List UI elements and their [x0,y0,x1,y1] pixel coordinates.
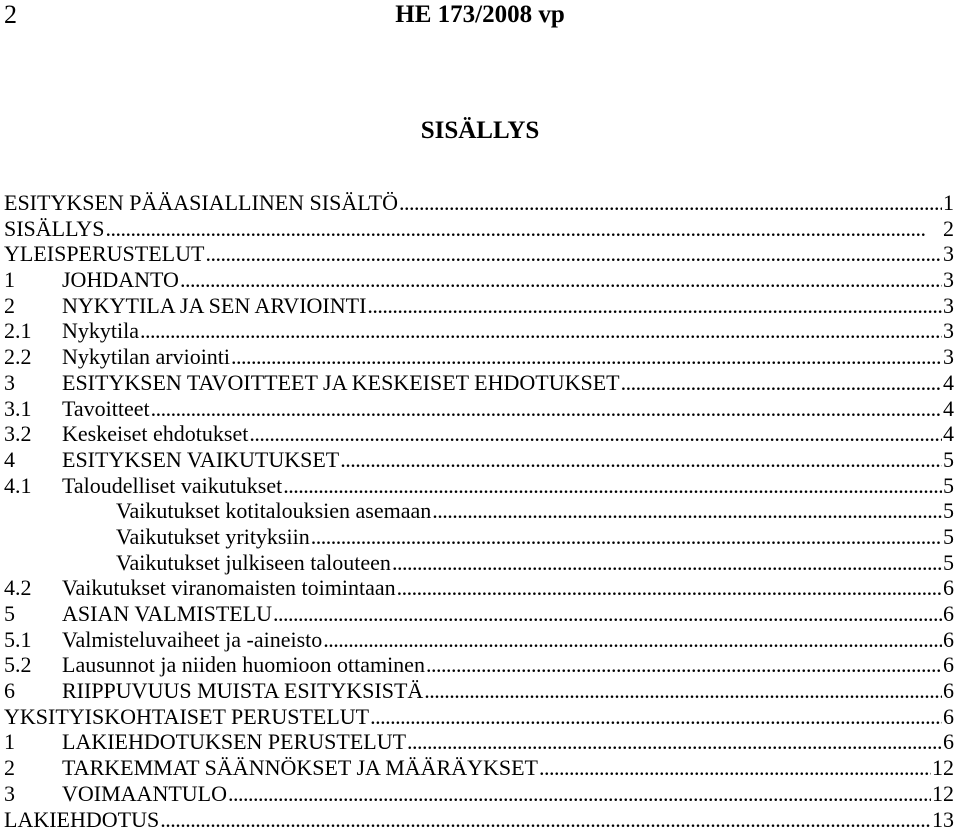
toc-dot-leader [397,575,942,601]
toc-entry-page: 6 [943,652,954,678]
toc-dot-leader [426,652,942,678]
toc-dot-leader [367,293,942,319]
toc-entry-number: 3.1 [4,395,32,421]
toc-entry-page: 12 [932,755,954,781]
toc-entry-number: 4.2 [4,575,32,601]
toc-entry-title: Valmisteluvaiheet ja -aineisto [62,626,323,652]
toc-entry-page: 1 [943,190,954,215]
toc-entry-number: 2 [4,292,15,318]
toc-dot-leader [311,524,942,550]
toc-entry-title: SISÄLLYS [4,215,105,241]
toc-dot-leader [424,678,942,704]
toc-dot-leader [399,190,942,216]
toc-entry-number: 4.1 [4,472,32,498]
toc-entry[interactable] [4,267,954,293]
toc-dot-leader [283,473,942,499]
toc-entry-title: ESITYKSEN TAVOITTEET JA KESKEISET EHDOTUKSET [62,369,620,395]
toc-entry[interactable] [4,473,954,499]
toc-entry-title: LAKIEHDOTUKSEN PERUSTELUT [62,729,407,755]
toc-entry[interactable] [4,704,954,730]
toc-entry-page: 3 [943,344,954,370]
page-number: 2 [4,0,17,29]
toc-dot-leader [228,781,931,807]
toc-entry-title: Vaikutukset kotitalouksien asemaan [116,498,432,524]
toc-entry-page: 5 [943,549,954,575]
toc-dot-leader [392,550,942,576]
toc-entry-title: Nykytilan arviointi [62,344,231,370]
toc-entry[interactable] [4,190,954,216]
toc-entry[interactable] [4,627,954,653]
toc-entry-page: 6 [943,729,954,755]
toc-entry-number: 2.2 [4,344,32,370]
toc-entry-title: ESITYKSEN VAIKUTUKSET [62,446,340,472]
toc-dot-leader [340,447,942,473]
toc-entry-title: Vaikutukset julkiseen talouteen [116,549,391,575]
toc-dot-leader [407,729,942,755]
toc-entry[interactable] [4,601,954,627]
toc-entry[interactable] [4,318,954,344]
toc-entry[interactable] [4,421,954,447]
toc-entry-number: 3 [4,780,15,806]
toc-entry-title: LAKIEHDOTUS [4,806,160,832]
toc-entry[interactable] [4,498,954,524]
toc-entry[interactable] [4,652,954,678]
toc-dot-leader [273,601,942,627]
toc-dot-leader [432,498,942,524]
toc-entry-title: ASIAN VALMISTELU [62,601,273,626]
toc-dot-leader [539,755,931,781]
toc-entry-page: 6 [943,575,954,601]
toc-entry-number: 3.2 [4,421,32,447]
toc-entry-title: TARKEMMAT SÄÄNNÖKSET JA MÄÄRÄYKSET [62,755,538,781]
toc-dot-leader [249,421,942,447]
toc-entry-title: YKSITYISKOHTAISET PERUSTELUT [4,703,370,729]
toc-entry-page: 4 [943,421,954,447]
toc-entry-page: 12 [932,780,954,806]
toc-entry-number: 1 [4,267,15,293]
toc-entry[interactable] [4,729,954,755]
toc-entry-number: 1 [4,729,15,755]
toc-entry[interactable] [4,678,954,704]
toc-entry-page: 6 [943,601,954,626]
toc-entry-title: Tavoitteet [62,395,150,421]
toc-entry-page: 4 [943,369,954,395]
toc-entry-title: Keskeiset ehdotukset [62,421,249,447]
toc-entry-page: 3 [943,318,954,344]
toc-entry[interactable] [4,781,954,807]
toc-entry[interactable] [4,396,954,422]
toc-entry-number: 2.1 [4,318,32,344]
toc-entry-page: 4 [943,395,954,421]
toc-entry-number: 2 [4,755,15,781]
toc-entry-page: 13 [932,806,954,832]
toc-entry-title: NYKYTILA JA SEN ARVIOINTI [62,292,367,318]
toc-entry[interactable] [4,370,954,396]
toc-entry-page: 5 [943,446,954,472]
toc-entry[interactable] [4,216,954,242]
toc-entry[interactable] [4,293,954,319]
toc-entry-number: 5.2 [4,652,32,678]
document-id: HE 173/2008 vp [395,1,565,28]
toc-entry-page: 3 [943,267,954,293]
toc-entry-number: 3 [4,369,15,395]
table-of-contents [4,190,954,832]
toc-dot-leader [105,216,942,242]
toc-dot-leader [370,704,942,730]
toc-entry[interactable] [4,524,954,550]
toc-dot-leader [205,241,942,267]
toc-dot-leader [180,267,942,293]
toc-entry[interactable] [4,575,954,601]
toc-entry-number: 6 [4,678,15,704]
toc-entry-number: 5 [4,601,15,626]
toc-entry[interactable] [4,447,954,473]
toc-entry-page: 5 [943,523,954,549]
toc-dot-leader [621,370,942,396]
toc-entry-page: 5 [943,472,954,498]
toc-entry-title: YLEISPERUSTELUT [4,241,205,267]
toc-entry-page: 6 [943,626,954,652]
toc-entry-title: RIIPPUVUUS MUISTA ESITYKSISTÄ [62,678,424,704]
toc-entry-page: 6 [943,678,954,704]
toc-entry-title: Lausunnot ja niiden huomioon ottaminen [62,652,425,678]
toc-entry[interactable] [4,241,954,267]
toc-dot-leader [231,344,942,370]
toc-entry-page: 3 [943,241,954,267]
toc-entry-title: Taloudelliset vaikutukset [62,472,283,498]
toc-entry-title: JOHDANTO [62,267,179,293]
toc-heading: SISÄLLYS [420,117,540,144]
toc-dot-leader [323,627,942,653]
toc-entry-page: 5 [943,498,954,524]
toc-entry-title: ESITYKSEN PÄÄASIALLINEN SISÄLTÖ [4,190,398,215]
toc-entry[interactable] [4,550,954,576]
toc-entry-title: Vaikutukset yrityksiin [116,523,310,549]
toc-entry-title: Vaikutukset viranomaisten toimintaan [62,575,396,601]
toc-entry-title: Nykytila [62,318,139,344]
toc-entry-page: 3 [943,292,954,318]
toc-entry[interactable] [4,344,954,370]
toc-entry[interactable] [4,807,954,832]
toc-entry-page: 2 [943,215,954,241]
toc-entry-number: 4 [4,446,15,472]
toc-dot-leader [140,318,942,344]
toc-entry[interactable] [4,755,954,781]
toc-entry-title: VOIMAANTULO [62,780,227,806]
toc-dot-leader [151,396,942,422]
toc-entry-number: 5.1 [4,626,32,652]
toc-entry-page: 6 [943,703,954,729]
toc-dot-leader [160,807,931,832]
